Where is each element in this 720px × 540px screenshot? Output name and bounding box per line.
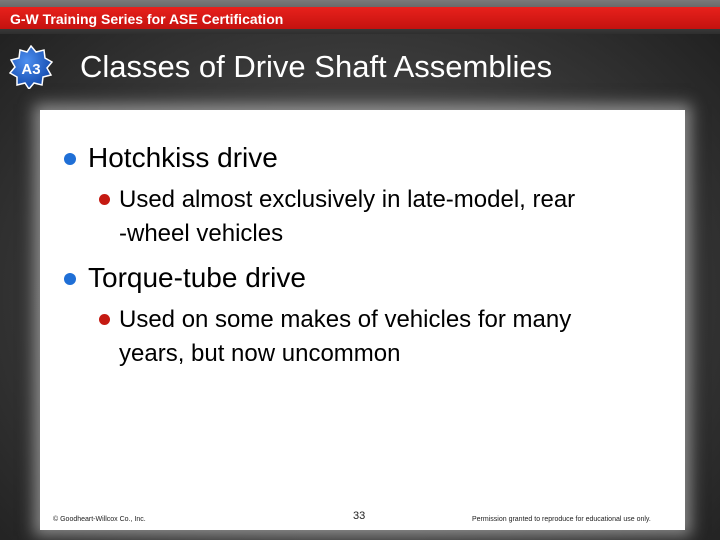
badge-gear-shape <box>9 45 53 89</box>
blue-bullet-icon <box>64 273 76 285</box>
sub-bullet-line-1: Used almost exclusively in late-model, rear <box>119 186 576 213</box>
series-title: G-W Training Series for ASE Certification <box>10 11 284 27</box>
bullet-text: Hotchkiss drive <box>88 142 278 173</box>
content-panel <box>40 110 685 530</box>
sub-bullet-line-2: -wheel vehicles <box>119 220 284 247</box>
red-bullet-icon <box>99 314 110 325</box>
bullet-text: Torque-tube drive <box>88 262 306 293</box>
blue-bullet-icon <box>64 153 76 165</box>
slide-title: Classes of Drive Shaft Assemblies <box>80 49 553 84</box>
page-number: 33 <box>353 510 366 522</box>
permission-text: Permission granted to reproduce for educational use only. <box>472 516 651 523</box>
a3-badge-icon <box>9 45 53 89</box>
badge-label: A3 <box>21 61 41 78</box>
sub-bullet-line-1: Used on some makes of vehicles for many <box>119 306 572 333</box>
red-bullet-icon <box>99 194 110 205</box>
copyright-text: © Goodheart-Willcox Co., Inc. <box>53 516 146 523</box>
sub-bullet-line-2: years, but now uncommon <box>119 340 401 367</box>
